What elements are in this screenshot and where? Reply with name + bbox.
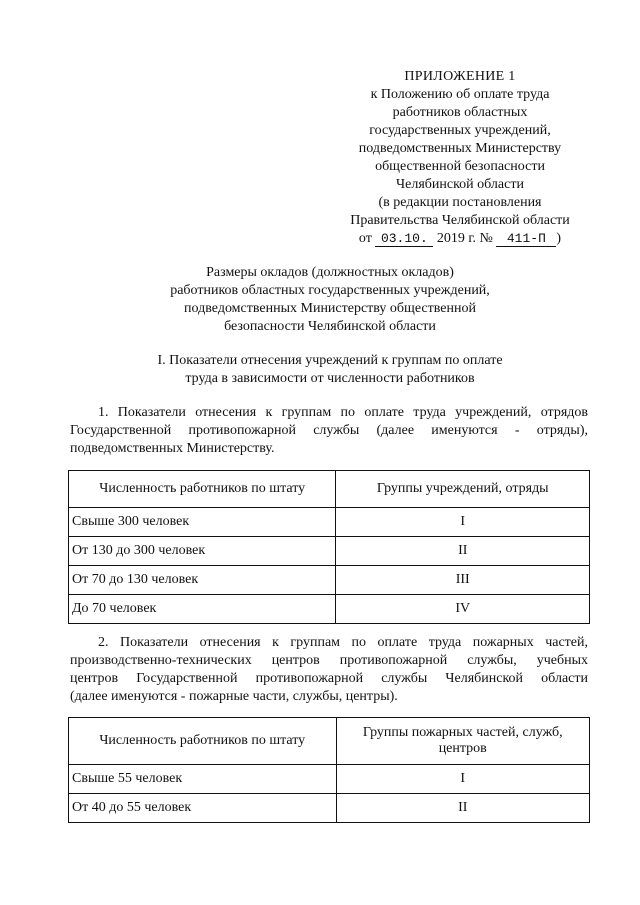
appendix-line: Челябинской области [396, 177, 524, 192]
section-line: труда в зависимости от численности работников [185, 371, 475, 386]
appendix-line: Правительства Челябинской области [350, 213, 570, 228]
heading-line: подведомственных Министерству общественной [184, 301, 476, 316]
groups-table-2 [68, 717, 590, 823]
column-header: Численность работников по штату [69, 718, 337, 765]
appendix-line: работников областных [392, 105, 528, 120]
staff-count-cell: До 70 человек [69, 595, 336, 624]
resolution-number: 411-П [496, 232, 556, 247]
paragraph-line: Государственной противопожарной службы (далее именуются - отряды), [70, 423, 588, 438]
appendix-line: подведомственных Министерству [358, 141, 562, 156]
table-header-row [69, 471, 590, 508]
appendix-block [330, 68, 590, 248]
staff-count-cell: От 40 до 55 человек [69, 794, 337, 823]
section-line: I. Показатели отнесения учреждений к группам по оплате [157, 353, 503, 368]
resolution-date: 03.10. [375, 232, 433, 247]
document-heading [100, 264, 560, 336]
paragraph-line: (далее именуются - пожарные части, службы, центры). [70, 689, 398, 704]
appendix-line: (в редакции постановления [378, 195, 542, 210]
group-cell: III [336, 566, 590, 595]
section-title [100, 352, 560, 388]
table-row [69, 566, 590, 595]
table-header-row [69, 718, 590, 765]
heading-line: работников областных государственных учреждений, [170, 283, 490, 298]
table-row [69, 595, 590, 624]
table-row [69, 537, 590, 566]
staff-count-cell: Свыше 300 человек [69, 508, 336, 537]
appendix-title: ПРИЛОЖЕНИЕ 1 [404, 69, 516, 84]
staff-count-cell: От 70 до 130 человек [69, 566, 336, 595]
table-row [69, 508, 590, 537]
column-header: Группы пожарных частей, служб, центров [336, 718, 590, 765]
group-cell: I [336, 765, 590, 794]
heading-line: Размеры окладов (должностных окладов) [206, 265, 454, 280]
staff-count-cell: От 130 до 300 человек [69, 537, 336, 566]
groups-table-1 [68, 470, 590, 624]
close-paren: ) [556, 231, 562, 246]
column-header: Численность работников по штату [69, 471, 336, 508]
paragraph-line: центров Государственной противопожарной службы Челябинской области [70, 671, 588, 686]
date-prefix: от [358, 231, 372, 246]
group-cell: II [336, 794, 590, 823]
paragraph-line: производственно-технических центров противопожарной службы, учебных [70, 653, 588, 668]
paragraph-line: 1. Показатели отнесения к группам по оплате труда учреждений, отрядов [98, 405, 588, 420]
appendix-line: общественной безопасности [375, 159, 545, 174]
table-row [69, 765, 590, 794]
paragraph-1 [70, 404, 588, 458]
resolution-date-line [330, 230, 590, 248]
paragraph-line: подведомственных Министерству. [70, 441, 275, 456]
group-cell: I [336, 508, 590, 537]
paragraph-2 [70, 634, 588, 706]
column-header: Группы учреждений, отряды [336, 471, 590, 508]
appendix-line: к Положению об оплате труда [370, 87, 550, 102]
year-text: 2019 г. № [436, 231, 493, 246]
table-row [69, 794, 590, 823]
group-cell: IV [336, 595, 590, 624]
staff-count-cell: Свыше 55 человек [69, 765, 337, 794]
group-cell: II [336, 537, 590, 566]
heading-line: безопасности Челябинской области [224, 319, 436, 334]
appendix-line: государственных учреждений, [369, 123, 551, 138]
paragraph-line: 2. Показатели отнесения к группам по оплате труда пожарных частей, [98, 635, 588, 650]
